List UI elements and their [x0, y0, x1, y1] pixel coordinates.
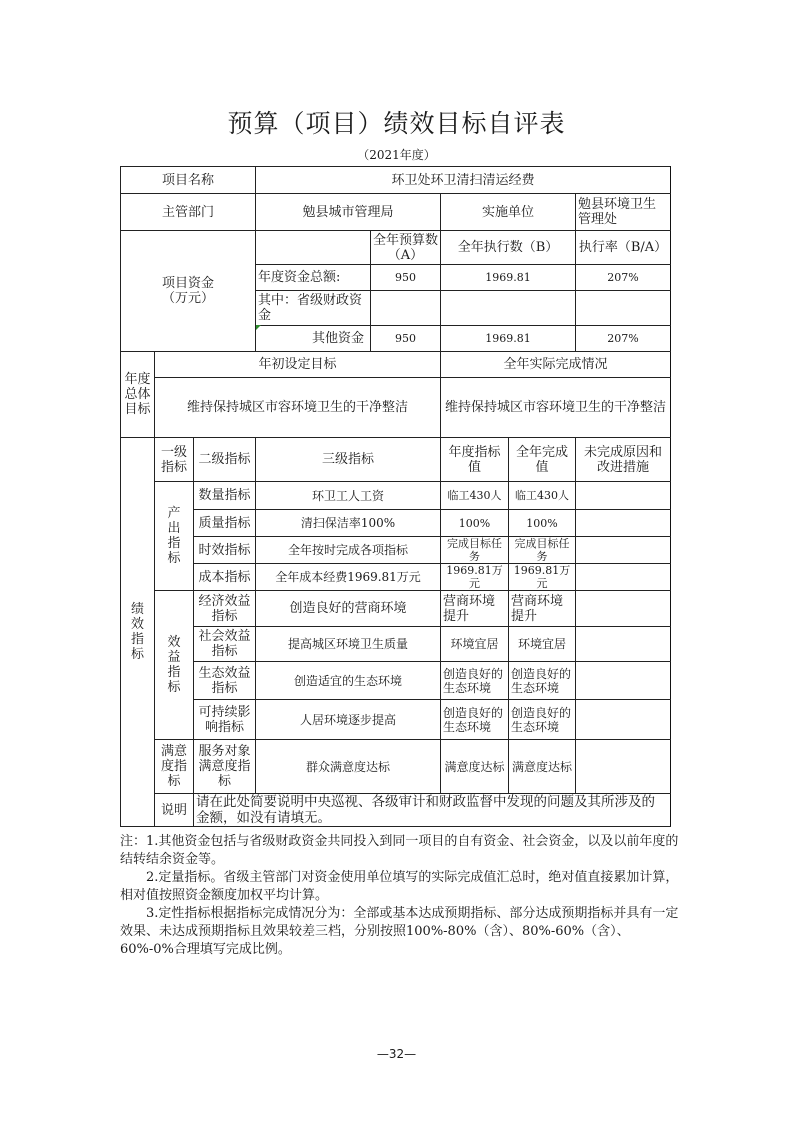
indicator-target: 环境宜居	[441, 627, 509, 662]
indicator-level1: 满意度指标	[155, 740, 194, 794]
indicator-header-level1: 一级指标	[155, 438, 194, 482]
indicator-reason	[576, 482, 671, 510]
indicator-level2: 经济效益指标	[194, 591, 256, 627]
implementer-value: 勉县环境卫生管理处	[576, 194, 671, 231]
indicator-row	[121, 537, 671, 564]
indicator-row	[121, 482, 671, 510]
indicator-reason	[576, 564, 671, 591]
indicator-level3: 清扫保洁率100%	[256, 510, 441, 537]
department-row	[121, 194, 671, 231]
funds-label-line1: 项目资金	[161, 276, 214, 291]
implementer-label: 实施单位	[441, 194, 576, 231]
indicator-level3: 人居环境逐步提高	[256, 700, 441, 740]
goal-actual-value: 维持保持城区市容环境卫生的干净整洁	[441, 378, 671, 438]
funds-row-label: 其他资金	[256, 326, 371, 352]
page-title: 预算（项目）绩效目标自评表	[227, 109, 566, 138]
indicator-row	[121, 627, 671, 662]
department-value: 勉县城市管理局	[256, 194, 441, 231]
funds-row-rate	[576, 291, 671, 326]
page-number: —32—	[376, 1047, 417, 1061]
indicator-row	[121, 740, 671, 794]
evaluation-table	[120, 166, 671, 827]
indicator-target: 完成目标任务	[441, 537, 509, 564]
indicator-reason	[576, 510, 671, 537]
indicator-section-label	[121, 438, 155, 827]
page-subtitle: （2021年度）	[357, 148, 436, 162]
indicator-row	[121, 591, 671, 627]
explanation-label: 说明	[155, 794, 194, 827]
funds-row-executed: 1969.81	[441, 265, 576, 291]
indicator-reason	[576, 591, 671, 627]
project-name-row	[121, 167, 671, 194]
goal-label: 年度总体目标	[121, 352, 155, 438]
indicator-row	[121, 510, 671, 537]
indicator-target: 满意度达标	[441, 740, 509, 794]
indicator-level2: 服务对象满意度指标	[194, 740, 256, 794]
indicator-header-level3: 三级指标	[256, 438, 441, 482]
goal-set-value: 维持保持城区市容环境卫生的干净整洁	[155, 378, 441, 438]
goal-value-row	[121, 378, 671, 438]
indicator-level2: 社会效益指标	[194, 627, 256, 662]
indicator-level2: 可持续影响指标	[194, 700, 256, 740]
footnote-2: 2.定量指标。省级主管部门对资金使用单位填写的实际完成值汇总时，绝对值直接累加计算，相对值按照资金额度加权平均计算。	[120, 870, 679, 903]
funds-row-label: 年度资金总额:	[256, 265, 371, 291]
funds-header-rate: 执行率（B/A）	[576, 231, 671, 265]
funds-row-label: 其中：省级财政资金	[256, 291, 371, 326]
indicator-target: 100%	[441, 510, 509, 537]
indicator-level2: 质量指标	[194, 510, 256, 537]
project-name-value: 环卫处环卫清扫清运经费	[256, 167, 671, 194]
indicator-row	[121, 564, 671, 591]
footnotes	[120, 833, 680, 959]
funds-header-budget: 全年预算数（A）	[371, 231, 441, 265]
funds-row-budget: 950	[371, 265, 441, 291]
indicator-actual: 创造良好的生态环境	[509, 700, 576, 740]
funds-row-rate: 207%	[576, 326, 671, 352]
funds-label-line2: （万元）	[161, 291, 214, 306]
indicator-actual: 营商环境提升	[509, 591, 576, 627]
cell-comment-marker	[256, 325, 261, 330]
funds-header-executed: 全年执行数（B）	[441, 231, 576, 265]
indicator-header-level2: 二级指标	[194, 438, 256, 482]
indicator-level3: 全年成本经费1969.81万元	[256, 564, 441, 591]
explanation-row	[121, 794, 671, 827]
indicator-level3: 提高城区环境卫生质量	[256, 627, 441, 662]
indicator-reason	[576, 740, 671, 794]
indicator-header-row	[121, 438, 671, 482]
indicator-actual: 1969.81万元	[509, 564, 576, 591]
indicator-level1	[155, 482, 194, 591]
indicator-level3: 创造适宜的生态环境	[256, 662, 441, 700]
indicator-level3: 环卫工人工资	[256, 482, 441, 510]
indicator-row	[121, 700, 671, 740]
indicator-target: 创造良好的生态环境	[441, 700, 509, 740]
indicator-actual: 满意度达标	[509, 740, 576, 794]
indicator-level1	[155, 591, 194, 740]
indicator-target: 营商环境提升	[441, 591, 509, 627]
indicator-level1-text: 效益指标	[167, 635, 181, 695]
indicator-reason	[576, 700, 671, 740]
indicator-actual: 创造良好的生态环境	[509, 662, 576, 700]
goal-actual-header: 全年实际完成情况	[441, 352, 671, 378]
indicator-level2: 时效指标	[194, 537, 256, 564]
funds-row-executed: 1969.81	[441, 326, 576, 352]
funds-row-executed	[441, 291, 576, 326]
funds-row-rate: 207%	[576, 265, 671, 291]
funds-header-blank	[256, 231, 371, 265]
indicator-level2: 生态效益指标	[194, 662, 256, 700]
footnote-1: 注：1.其他资金包括与省级财政资金共同投入到同一项目的自有资金、社会资金，以及以前年度的结转结余资金等。	[120, 834, 679, 867]
project-name-label: 项目名称	[121, 167, 256, 194]
goal-header-row	[121, 352, 671, 378]
footnote-3: 3.定性指标根据指标完成情况分为：全部或基本达成预期指标、部分达成预期指标并具有一定效果、未达成预期指标且效果较差三档，分别按照100%-80%（含）、80%-60%（含）、60%-0%合理填写完成比例。	[120, 906, 679, 957]
indicator-reason	[576, 662, 671, 700]
indicator-level2: 数量指标	[194, 482, 256, 510]
indicator-target: 1969.81万元	[441, 564, 509, 591]
indicator-section-text: 绩效指标	[130, 602, 144, 662]
funds-header-row	[121, 231, 671, 265]
indicator-header-actual: 全年完成值	[509, 438, 576, 482]
indicator-level2: 成本指标	[194, 564, 256, 591]
indicator-target: 创造良好的生态环境	[441, 662, 509, 700]
indicator-row	[121, 662, 671, 700]
funds-label	[121, 231, 256, 352]
department-label: 主管部门	[121, 194, 256, 231]
indicator-level3: 全年按时完成各项指标	[256, 537, 441, 564]
explanation-text: 请在此处简要说明中央巡视、各级审计和财政监督中发现的问题及其所涉及的金额，如没有请填无。	[194, 794, 671, 827]
funds-row-budget: 950	[371, 326, 441, 352]
indicator-header-target: 年度指标值	[441, 438, 509, 482]
indicator-level1-text: 产出指标	[167, 506, 181, 566]
funds-row-budget	[371, 291, 441, 326]
indicator-level3: 创造良好的营商环境	[256, 591, 441, 627]
indicator-actual: 临工430人	[509, 482, 576, 510]
indicator-target: 临工430人	[441, 482, 509, 510]
goal-set-header: 年初设定目标	[155, 352, 441, 378]
indicator-actual: 环境宜居	[509, 627, 576, 662]
indicator-level3: 群众满意度达标	[256, 740, 441, 794]
indicator-header-reason: 未完成原因和改进措施	[576, 438, 671, 482]
indicator-actual: 完成目标任务	[509, 537, 576, 564]
indicator-reason	[576, 537, 671, 564]
indicator-actual: 100%	[509, 510, 576, 537]
indicator-reason	[576, 627, 671, 662]
